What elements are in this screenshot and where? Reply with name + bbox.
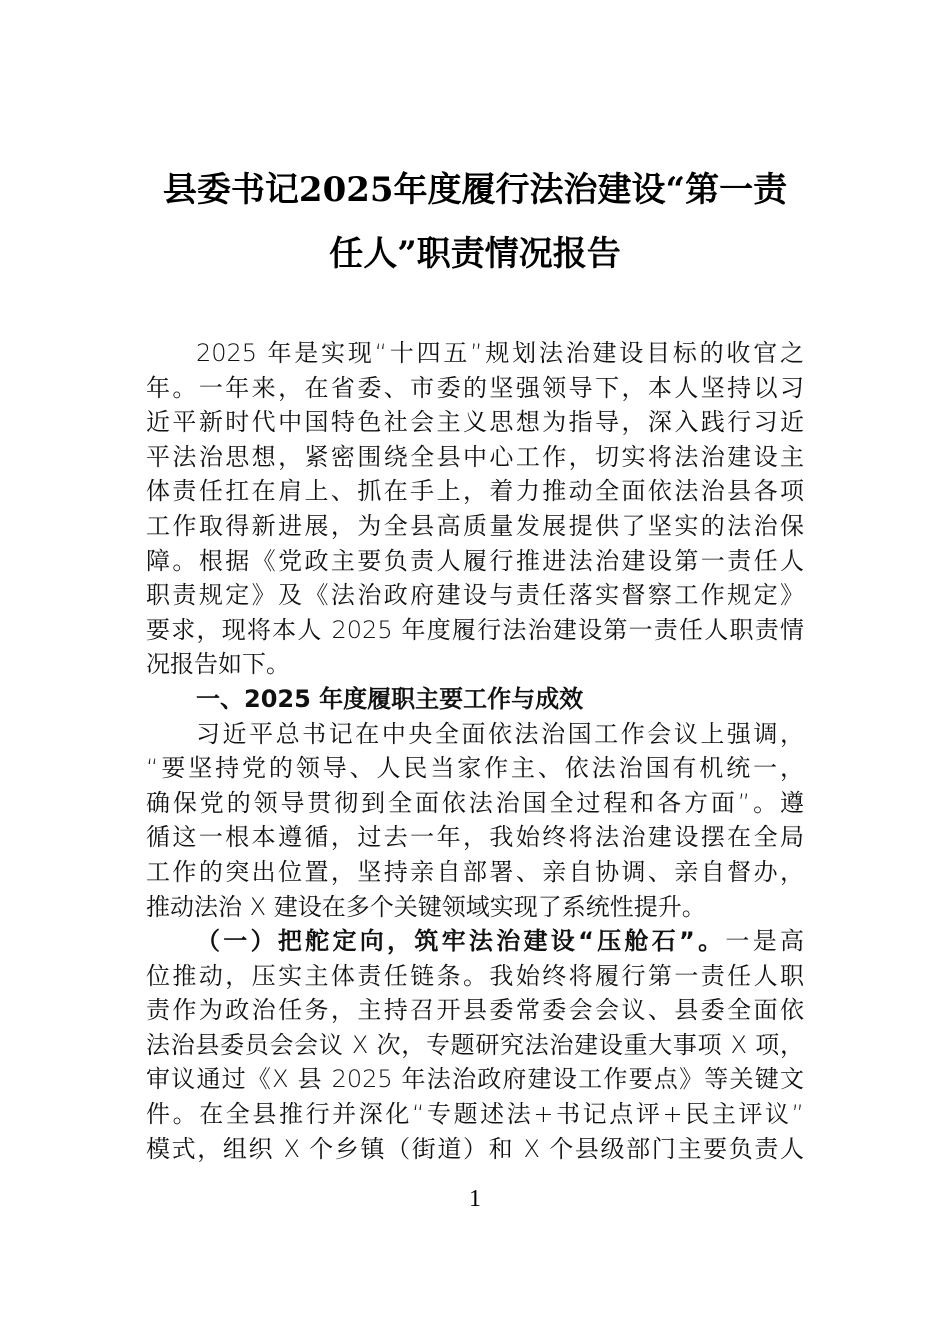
document-body (146, 336, 804, 1166)
subsection-heading: （一）把舵定向，筑牢法治建设“压舱石”。 (196, 927, 726, 956)
document-title-line-1: 县委书记2025年度履行法治建设“第一责 (162, 170, 788, 210)
section-line: 确保党的领导贯彻到全面依法治国全过程和各方面”。遵 (146, 788, 804, 817)
document-title-line-2: 任人”职责情况报告 (329, 234, 621, 274)
subsection-first-line (146, 924, 804, 959)
subsection-line: 位推动，压实主体责任链条。我始终将履行第一责任人职 (146, 961, 804, 990)
subsection-line: 责作为政治任务，主持召开县委常委会会议、县委全面依 (146, 996, 804, 1025)
intro-line: 近平新时代中国特色社会主义思想为指导，深入践行习近 (146, 408, 804, 437)
section-line: 循这一根本遵循，过去一年，我始终将法治建设摆在全局 (146, 823, 804, 852)
intro-line: 平法治思想，紧密围绕全县中心工作，切实将法治建设主 (146, 442, 804, 471)
subsection-line: 件。在全县推行并深化“专题述法+书记点评+民主评议” (146, 1100, 804, 1129)
section-line: 推动法治 X 建设在多个关键领域实现了系统性提升。 (146, 892, 706, 921)
subsection-line: 模式，组织 X 个乡镇（街道）和 X 个县级部门主要负责人 (146, 1134, 804, 1163)
page-number: 1 (469, 1186, 481, 1212)
intro-line: 2025 年是实现“十四五”规划法治建设目标的收官之 (196, 339, 804, 367)
intro-line: 工作取得新进展，为全县高质量发展提供了坚实的法治保 (146, 511, 804, 540)
subsection-line: 法治县委员会会议 X 次，专题研究法治建设重大事项 X 项， (146, 1030, 804, 1059)
section-line: “要坚持党的领导、人民当家作主、依法治国有机统一， (146, 754, 804, 783)
intro-line: 障。根据《党政主要负责人履行推进法治建设第一责任人 (146, 546, 804, 575)
subsection-first-tail: 一是高 (725, 927, 805, 956)
intro-line: 职责规定》及《法治政府建设与责任落实督察工作规定》 (146, 581, 804, 610)
intro-line: 要求，现将本人 2025 年度履行法治建设第一责任人职责情 (146, 615, 804, 644)
intro-line: 况报告如下。 (146, 650, 290, 679)
intro-line: 年。一年来，在省委、市委的坚强领导下，本人坚持以习 (146, 373, 804, 402)
intro-line: 体责任扛在肩上、抓在手上，着力推动全面依法治县各项 (146, 477, 804, 506)
section-line: 工作的突出位置，坚持亲自部署、亲自协调、亲自督办， (146, 857, 804, 886)
section-heading: 一、2025 年度履职主要工作与成效 (196, 684, 584, 713)
subsection-line: 审议通过《X 县 2025 年法治政府建设工作要点》等关键文 (146, 1065, 804, 1094)
section-line: 习近平总书记在中央全面依法治国工作会议上强调， (196, 719, 804, 748)
